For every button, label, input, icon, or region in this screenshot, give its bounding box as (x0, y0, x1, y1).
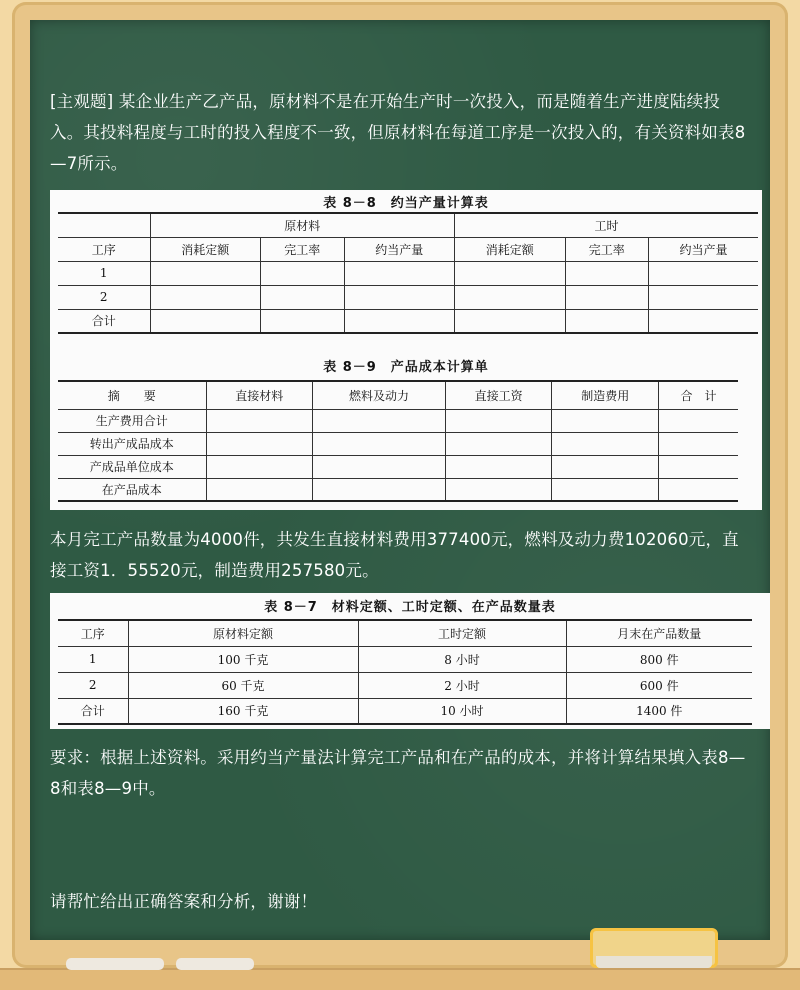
table-header: 消耗定额 (150, 237, 261, 261)
table-row (58, 698, 752, 724)
table-cell: 生产费用合计 (58, 409, 206, 432)
scanned-table-image (50, 593, 770, 729)
table-row (58, 646, 752, 672)
quota-table (58, 619, 752, 725)
table-header: 月末在产品数量 (566, 620, 752, 646)
table-header: 工序 (58, 620, 128, 646)
scanned-tables-image (50, 190, 762, 510)
table-cell: 合计 (58, 309, 150, 333)
table-header: 合 计 (659, 381, 738, 409)
question-requirement: 要求：根据上述资料。采用约当产量法计算完工产品和在产品的成本，并将计算结果填入表8—8和表8—9中。 (50, 748, 746, 798)
table-header: 直接工资 (445, 381, 552, 409)
table-row (58, 672, 752, 698)
table-row (58, 409, 738, 432)
table-header: 约当产量 (649, 237, 758, 261)
table-cell: 1 (58, 646, 128, 672)
table-8-7-title: 表 8－7 材料定额、工时定额、在产品数量表 (264, 600, 556, 615)
table-8-8-title: 表 8－8 约当产量计算表 (323, 196, 489, 211)
table-header: 燃料及动力 (313, 381, 446, 409)
table-row (58, 478, 738, 501)
table-header: 摘 要 (58, 381, 206, 409)
table-header: 完工率 (565, 237, 648, 261)
table-cell: 600 件 (566, 672, 752, 698)
eraser-icon (590, 928, 718, 968)
table-header: 工时定额 (358, 620, 566, 646)
table-group-header: 原材料 (150, 213, 455, 237)
table-cell: 8 小时 (358, 646, 566, 672)
table-header (58, 213, 150, 237)
cost-calculation-table (58, 380, 738, 502)
table-cell: 2 (58, 672, 128, 698)
table-cell: 160 千克 (128, 698, 358, 724)
question-request: 请帮忙给出正确答案和分析，谢谢！ (50, 892, 318, 911)
question-data: 本月完工产品数量为4000件，共发生直接材料费用377400元，燃料及动力费102060元，直接工资1．55520元，制造费用257580元。 (50, 530, 739, 580)
table-header: 原材料定额 (128, 620, 358, 646)
chalk-piece (176, 958, 254, 970)
table-header: 直接材料 (206, 381, 313, 409)
table-header: 约当产量 (344, 237, 455, 261)
table-row (58, 285, 758, 309)
table-row (58, 261, 758, 285)
chalk-piece (66, 958, 164, 970)
table-cell: 100 千克 (128, 646, 358, 672)
table-cell: 2 (58, 285, 150, 309)
table-cell: 在产品成本 (58, 478, 206, 501)
table-row (58, 432, 738, 455)
table-cell: 60 千克 (128, 672, 358, 698)
table-cell: 1400 件 (566, 698, 752, 724)
table-cell: 800 件 (566, 646, 752, 672)
chalk-ledge (0, 968, 800, 990)
table-header: 完工率 (261, 237, 344, 261)
table-cell: 产成品单位成本 (58, 455, 206, 478)
table-group-header: 工时 (455, 213, 758, 237)
table-cell: 2 小时 (358, 672, 566, 698)
table-row (58, 309, 758, 333)
table-cell: 合计 (58, 698, 128, 724)
table-header: 消耗定额 (455, 237, 566, 261)
table-header: 制造费用 (552, 381, 659, 409)
table-8-9-title: 表 8－9 产品成本计算单 (323, 360, 489, 375)
table-cell: 10 小时 (358, 698, 566, 724)
table-cell: 转出产成品成本 (58, 432, 206, 455)
equivalent-output-table (58, 212, 758, 334)
question-intro: [主观题] 某企业生产乙产品，原材料不是在开始生产时一次投入，而是随着生产进度陆续投入。其投料程度与工时的投入程度不一致，但原材料在每道工序是一次投入的，有关资料如表8—7所示。 (50, 92, 746, 173)
table-row (58, 455, 738, 478)
table-header: 工序 (58, 237, 150, 261)
table-cell: 1 (58, 261, 150, 285)
